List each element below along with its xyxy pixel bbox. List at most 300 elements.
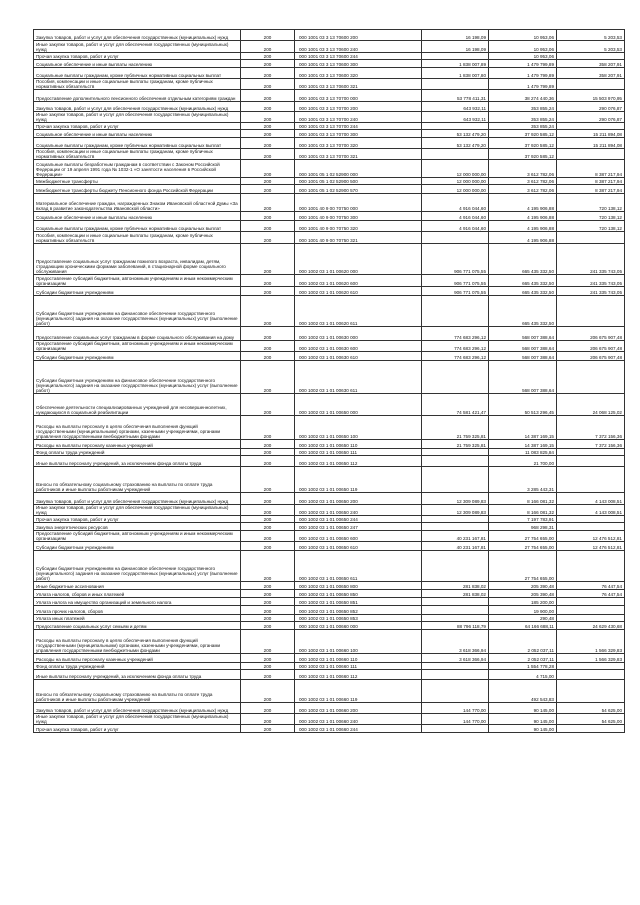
row-executed: 205 390,48 — [489, 582, 557, 590]
row-remaining: 720 138,12 — [557, 221, 625, 232]
row-code: 200 — [241, 394, 295, 416]
table-row — [34, 663, 625, 670]
table-row — [34, 112, 625, 123]
row-remaining — [557, 680, 625, 703]
row-remaining — [557, 598, 625, 606]
row-executed: 10 953,06 — [489, 41, 557, 53]
row-kbk: 000 1002 03 1 01 00620 611 — [295, 296, 422, 327]
row-approved: 16 198,09 — [422, 30, 489, 41]
row-kbk: 000 1001 05 1 02 52900 570 — [295, 185, 422, 194]
row-remaining: 12 476 512,81 — [557, 542, 625, 551]
row-kbk: 000 1002 03 1 01 00660 112 — [295, 670, 422, 680]
row-name: Фонд оплаты труда учреждений — [34, 663, 241, 670]
table-row — [34, 102, 625, 112]
row-code: 200 — [241, 551, 295, 582]
row-executed: 1 479 799,89 — [489, 68, 557, 79]
row-name: Субсидии бюджетным учреждениям на финансовое обеспечение государственного (муниципального) задания на оказание государственных (муниципальных) услуг (выполнение работ) — [34, 551, 241, 582]
row-remaining: 4 143 008,51 — [557, 505, 625, 516]
row-kbk: 000 1002 03 1 01 00650 100 — [295, 416, 422, 440]
row-name: Иные закупки товаров, работ и услуг для обеспечения государственных (муниципальных) нужд — [34, 714, 241, 725]
row-remaining: 241 335 743,05 — [557, 287, 625, 296]
row-approved: 40 231 167,81 — [422, 542, 489, 551]
row-remaining: 15 503 970,95 — [557, 90, 625, 102]
row-approved: 88 796 118,79 — [422, 622, 489, 630]
table-row — [34, 670, 625, 680]
row-kbk: 000 1001 03 3 13 70700 240 — [295, 112, 422, 123]
table-row — [34, 53, 625, 60]
table-row — [34, 221, 625, 232]
row-remaining: 206 675 907,48 — [557, 327, 625, 341]
row-kbk: 000 1002 03 1 01 00660 110 — [295, 654, 422, 663]
row-kbk: 000 1001 03 3 13 70600 321 — [295, 79, 422, 90]
row-remaining: 5 203,53 — [557, 30, 625, 41]
row-kbk: 000 1002 03 1 01 00650 200 — [295, 493, 422, 505]
row-kbk: 000 1002 03 1 01 00650 247 — [295, 523, 422, 531]
table-row — [34, 296, 625, 327]
row-remaining: 720 138,12 — [557, 212, 625, 221]
table-row — [34, 582, 625, 590]
row-name: Расходы на выплаты персоналу казенных учреждений — [34, 440, 241, 449]
row-remaining: 290 076,87 — [557, 102, 625, 112]
budget-execution-table — [33, 29, 625, 733]
row-executed: 8 166 081,32 — [489, 493, 557, 505]
row-name: Иные закупки товаров, работ и услуг для обеспечения государственных (муниципальных) нужд — [34, 505, 241, 516]
row-name: Предоставление социальных услуг гражданам в форме социального обслуживания на дому — [34, 327, 241, 341]
row-approved: 906 771 075,55 — [422, 287, 489, 296]
row-name: Пособия, компенсации и иные социальные выплаты гражданам, кроме публичных нормативных обязательств — [34, 232, 241, 244]
row-approved: 643 932,11 — [422, 112, 489, 123]
table-row — [34, 185, 625, 194]
row-approved — [422, 725, 489, 733]
table-row — [34, 622, 625, 630]
row-approved: 281 838,02 — [422, 590, 489, 598]
row-executed: 2 052 037,11 — [489, 654, 557, 663]
row-executed: 1 479 799,89 — [489, 60, 557, 68]
row-name: Уплата прочих налогов, сборов — [34, 606, 241, 615]
row-name: Межбюджетные трансферты — [34, 178, 241, 185]
row-name: Предоставление субсидий бюджетным, автономным учреждениям и иным некоммерческим организациям — [34, 531, 241, 542]
table-row — [34, 68, 625, 79]
table-row — [34, 79, 625, 90]
row-name: Социальные выплаты безработным гражданам в соответствии с Законом Российской Федерации от 19 апреля 1991 года № 1032-1 «О занятости населения в Российской Федерации» — [34, 160, 241, 178]
row-remaining: 12 476 512,81 — [557, 531, 625, 542]
table-row — [34, 352, 625, 361]
row-code: 200 — [241, 703, 295, 714]
row-code: 200 — [241, 714, 295, 725]
row-kbk: 000 1001 40 9 00 70750 000 — [295, 194, 422, 212]
row-code: 200 — [241, 361, 295, 394]
row-executed: 1 554 778,28 — [489, 663, 557, 670]
row-kbk: 000 1002 03 1 01 00650 851 — [295, 598, 422, 606]
row-name: Иные закупки товаров, работ и услуг для обеспечения государственных (муниципальных) нужд — [34, 41, 241, 53]
row-approved: 12 000 000,00 — [422, 178, 489, 185]
row-executed: 11 083 825,84 — [489, 449, 557, 456]
row-remaining: 24 629 430,68 — [557, 622, 625, 630]
row-code: 200 — [241, 630, 295, 654]
row-executed: 4 195 906,88 — [489, 232, 557, 244]
row-approved: 281 838,02 — [422, 582, 489, 590]
row-name: Социальные выплаты гражданам, кроме публичных нормативных социальных выплат — [34, 138, 241, 149]
row-code: 200 — [241, 440, 295, 449]
row-remaining — [557, 449, 625, 456]
row-approved — [422, 680, 489, 703]
row-remaining: 54 625,00 — [557, 714, 625, 725]
row-approved: 1 838 007,89 — [422, 60, 489, 68]
row-code: 200 — [241, 30, 295, 41]
row-code: 200 — [241, 606, 295, 615]
row-code: 200 — [241, 130, 295, 138]
row-kbk: 000 1001 03 3 13 70600 320 — [295, 68, 422, 79]
row-code: 200 — [241, 160, 295, 178]
row-approved: 774 683 296,12 — [422, 352, 489, 361]
row-kbk: 000 1002 03 1 01 00650 244 — [295, 516, 422, 523]
row-approved — [422, 663, 489, 670]
table-row — [34, 275, 625, 287]
table-row — [34, 149, 625, 160]
row-name: Субсидии бюджетным учреждениям — [34, 352, 241, 361]
row-executed: 568 007 388,64 — [489, 327, 557, 341]
row-name: Иные выплаты персоналу учреждений, за исключением фонда оплаты труда — [34, 456, 241, 467]
row-code: 200 — [241, 275, 295, 287]
row-name: Прочая закупка товаров, работ и услуг — [34, 53, 241, 60]
row-approved: 144 770,00 — [422, 714, 489, 725]
row-name: Фонд оплаты труда учреждений — [34, 449, 241, 456]
row-name: Уплата иных платежей — [34, 615, 241, 622]
table-row — [34, 327, 625, 341]
row-remaining: 358 207,91 — [557, 68, 625, 79]
row-executed: 21 700,00 — [489, 456, 557, 467]
row-executed: 19 900,00 — [489, 606, 557, 615]
row-code: 200 — [241, 221, 295, 232]
table-row — [34, 598, 625, 606]
row-code: 200 — [241, 663, 295, 670]
row-executed: 568 007 388,64 — [489, 361, 557, 394]
row-executed: 64 166 688,11 — [489, 622, 557, 630]
row-executed: 37 920 585,12 — [489, 130, 557, 138]
row-remaining — [557, 606, 625, 615]
row-name: Субсидии бюджетным учреждениям — [34, 542, 241, 551]
row-code: 200 — [241, 41, 295, 53]
row-kbk: 000 1002 03 1 01 00630 610 — [295, 352, 422, 361]
row-approved — [422, 53, 489, 60]
row-approved: 12 309 089,83 — [422, 505, 489, 516]
row-code: 200 — [241, 598, 295, 606]
row-code: 200 — [241, 615, 295, 622]
row-kbk: 000 1002 03 1 01 00630 611 — [295, 361, 422, 394]
row-remaining: 1 566 329,83 — [557, 654, 625, 663]
row-name: Пособия, компенсации и иные социальные выплаты гражданам, кроме публичных нормативных обязательств — [34, 149, 241, 160]
row-name: Социальные выплаты гражданам, кроме публичных нормативных социальных выплат — [34, 221, 241, 232]
row-name: Иные выплаты персоналу учреждений, за исключением фонда оплаты труда — [34, 670, 241, 680]
row-approved: 53 132 479,20 — [422, 130, 489, 138]
row-name: Субсидии бюджетным учреждениям на финансовое обеспечение государственного (муниципального) задания на оказание государственных (муниципальных) услуг (выполнение работ) — [34, 296, 241, 327]
row-executed: 290,48 — [489, 615, 557, 622]
row-remaining: 720 138,12 — [557, 194, 625, 212]
row-code: 200 — [241, 416, 295, 440]
table-row — [34, 232, 625, 244]
row-remaining: 54 625,00 — [557, 703, 625, 714]
row-name: Прочая закупка товаров, работ и услуг — [34, 123, 241, 130]
row-executed: 7 197 783,91 — [489, 516, 557, 523]
row-kbk: 000 1002 03 1 01 00660 000 — [295, 622, 422, 630]
row-kbk: 000 1002 03 1 01 00650 000 — [295, 394, 422, 416]
row-code: 200 — [241, 654, 295, 663]
row-code: 200 — [241, 79, 295, 90]
row-name: Предоставление дополнительного пенсионного обеспечения отдельным категориям граждан — [34, 90, 241, 102]
row-remaining: 8 387 217,94 — [557, 185, 625, 194]
row-remaining: 76 447,54 — [557, 590, 625, 598]
row-name: Предоставление субсидий бюджетным, автономным учреждениям и иным некоммерческим организациям — [34, 341, 241, 352]
row-approved — [422, 615, 489, 622]
table-row — [34, 287, 625, 296]
row-executed: 90 145,00 — [489, 714, 557, 725]
row-remaining — [557, 123, 625, 130]
row-name: Социальное обеспечение и иные выплаты населению — [34, 212, 241, 221]
row-kbk: 000 1002 03 1 01 00650 112 — [295, 456, 422, 467]
row-name: Социальное обеспечение и иные выплаты населению — [34, 60, 241, 68]
row-code: 200 — [241, 90, 295, 102]
row-remaining: 206 675 907,48 — [557, 341, 625, 352]
row-approved: 74 581 421,47 — [422, 394, 489, 416]
row-kbk: 000 1002 03 1 01 00630 000 — [295, 327, 422, 341]
row-code: 200 — [241, 287, 295, 296]
row-code: 200 — [241, 523, 295, 531]
row-executed: 2 052 037,11 — [489, 630, 557, 654]
row-kbk: 000 1001 03 3 13 70700 320 — [295, 138, 422, 149]
row-kbk: 000 1002 03 1 01 00650 600 — [295, 531, 422, 542]
row-name: Обеспечение деятельности специализированных учреждений для несовершеннолетних, нуждающихся в социальной реабилитации — [34, 394, 241, 416]
row-approved: 16 198,09 — [422, 41, 489, 53]
row-remaining: 4 143 008,51 — [557, 493, 625, 505]
table-row — [34, 60, 625, 68]
table-row — [34, 341, 625, 352]
row-remaining: 1 566 329,83 — [557, 630, 625, 654]
table-row — [34, 361, 625, 394]
row-approved: 40 231 167,81 — [422, 531, 489, 542]
row-name: Уплата налога на имущество организаций и земельного налога — [34, 598, 241, 606]
table-row — [34, 551, 625, 582]
row-approved: 643 932,11 — [422, 102, 489, 112]
row-kbk: 000 1002 03 1 01 00650 800 — [295, 582, 422, 590]
row-executed: 14 387 169,15 — [489, 416, 557, 440]
row-kbk: 000 1001 03 3 13 70600 240 — [295, 41, 422, 53]
table-row — [34, 160, 625, 178]
row-name: Взносы по обязательному социальному страхованию на выплаты по оплате труда работников и иные выплаты работникам учреждений — [34, 467, 241, 493]
table-row — [34, 178, 625, 185]
row-name: Закупка товаров, работ и услуг для обеспечения государственных (муниципальных) нужд — [34, 493, 241, 505]
row-approved: 12 309 089,83 — [422, 493, 489, 505]
row-approved: 4 916 044,60 — [422, 221, 489, 232]
row-name: Расходы на выплаты персоналу в целях обеспечения выполнения функций государственными (муниципальными) органами, казенными учреждениями, органами управления государственными внебюджетными фондами — [34, 416, 241, 440]
row-code: 200 — [241, 185, 295, 194]
row-executed: 4 715,00 — [489, 670, 557, 680]
row-approved: 12 000 000,00 — [422, 185, 489, 194]
row-name: Пособия, компенсации и иные социальные выплаты гражданам, кроме публичных нормативных обязательств — [34, 79, 241, 90]
row-approved — [422, 361, 489, 394]
row-remaining — [557, 516, 625, 523]
row-remaining — [557, 523, 625, 531]
table-row — [34, 523, 625, 531]
row-remaining — [557, 296, 625, 327]
row-approved: 1 838 007,80 — [422, 68, 489, 79]
row-remaining — [557, 456, 625, 467]
row-remaining — [557, 551, 625, 582]
row-remaining — [557, 663, 625, 670]
row-name: Закупка энергетических ресурсов — [34, 523, 241, 531]
row-executed: 665 435 332,50 — [489, 244, 557, 275]
row-approved — [422, 456, 489, 467]
row-executed: 3 285 443,31 — [489, 467, 557, 493]
row-code: 200 — [241, 149, 295, 160]
row-approved — [422, 598, 489, 606]
row-executed: 4 195 906,88 — [489, 212, 557, 221]
row-executed: 205 390,48 — [489, 590, 557, 598]
row-code: 200 — [241, 590, 295, 598]
row-kbk: 000 1002 03 1 01 00650 111 — [295, 449, 422, 456]
row-approved: 21 759 325,81 — [422, 440, 489, 449]
row-executed: 37 920 585,12 — [489, 149, 557, 160]
table-row — [34, 493, 625, 505]
row-remaining: 358 207,91 — [557, 60, 625, 68]
row-executed: 185 200,00 — [489, 598, 557, 606]
row-approved: 774 683 296,12 — [422, 341, 489, 352]
row-approved: 4 916 044,60 — [422, 194, 489, 212]
row-remaining — [557, 232, 625, 244]
row-kbk: 000 1002 03 1 01 00660 200 — [295, 703, 422, 714]
row-kbk: 000 1001 40 9 00 70750 300 — [295, 212, 422, 221]
row-remaining — [557, 725, 625, 733]
table-row — [34, 194, 625, 212]
row-kbk: 000 1002 03 1 01 00660 100 — [295, 630, 422, 654]
row-executed: 353 855,24 — [489, 112, 557, 123]
row-kbk: 000 1002 03 1 01 00650 610 — [295, 542, 422, 551]
row-executed: 14 387 169,15 — [489, 440, 557, 449]
row-kbk: 000 1002 03 1 01 00650 119 — [295, 467, 422, 493]
row-kbk: 000 1002 03 1 01 00650 850 — [295, 590, 422, 598]
table-row — [34, 654, 625, 663]
row-executed: 353 855,24 — [489, 123, 557, 130]
row-kbk: 000 1002 03 1 01 00660 240 — [295, 714, 422, 725]
row-code: 200 — [241, 212, 295, 221]
row-code: 200 — [241, 102, 295, 112]
row-kbk: 000 1001 03 3 13 70600 200 — [295, 30, 422, 41]
row-approved — [422, 467, 489, 493]
row-remaining: 15 211 894,08 — [557, 130, 625, 138]
row-approved: 53 778 411,31 — [422, 90, 489, 102]
row-kbk: 000 1002 03 1 01 00650 110 — [295, 440, 422, 449]
table-row — [34, 138, 625, 149]
table-row — [34, 703, 625, 714]
row-code: 200 — [241, 327, 295, 341]
row-remaining: 7 372 156,36 — [557, 440, 625, 449]
row-remaining: 24 068 125,02 — [557, 394, 625, 416]
row-executed: 1 479 799,89 — [489, 79, 557, 90]
row-remaining: 241 335 743,05 — [557, 275, 625, 287]
row-executed: 3 612 782,06 — [489, 178, 557, 185]
row-approved — [422, 149, 489, 160]
row-name: Иные закупки товаров, работ и услуг для обеспечения государственных (муниципальных) нужд — [34, 112, 241, 123]
row-code: 200 — [241, 53, 295, 60]
row-executed: 665 435 332,50 — [489, 296, 557, 327]
row-name: Субсидии бюджетным учреждениям — [34, 287, 241, 296]
row-name: Прочая закупка товаров, работ и услуг — [34, 516, 241, 523]
row-approved: 144 770,00 — [422, 703, 489, 714]
row-remaining: 7 372 156,36 — [557, 416, 625, 440]
table-row — [34, 456, 625, 467]
row-name: Закупка товаров, работ и услуг для обеспечения государственных (муниципальных) нужд — [34, 102, 241, 112]
row-code: 200 — [241, 352, 295, 361]
row-code: 200 — [241, 296, 295, 327]
row-kbk: 000 1001 03 3 13 70700 200 — [295, 102, 422, 112]
row-name: Межбюджетные трансферты бюджету Пенсионного фонда Российской Федерации — [34, 185, 241, 194]
row-kbk: 000 1002 03 1 01 00650 852 — [295, 606, 422, 615]
row-approved — [422, 606, 489, 615]
row-kbk: 000 1001 03 3 13 70700 000 — [295, 90, 422, 102]
row-approved: 906 771 075,55 — [422, 244, 489, 275]
row-approved: 3 618 366,94 — [422, 630, 489, 654]
row-approved — [422, 523, 489, 531]
row-executed: 968 298,31 — [489, 523, 557, 531]
table-row — [34, 416, 625, 440]
row-name: Закупка товаров, работ и услуг для обеспечения государственных (муниципальных) нужд — [34, 703, 241, 714]
row-remaining — [557, 149, 625, 160]
row-code: 200 — [241, 232, 295, 244]
row-name: Прочая закупка товаров, работ и услуг — [34, 725, 241, 733]
row-remaining: 206 675 907,48 — [557, 352, 625, 361]
row-executed: 3 612 782,06 — [489, 160, 557, 178]
table-row — [34, 630, 625, 654]
row-code: 200 — [241, 456, 295, 467]
row-kbk: 000 1001 03 3 13 70700 244 — [295, 123, 422, 130]
table-row — [34, 542, 625, 551]
row-approved — [422, 79, 489, 90]
row-kbk: 000 1002 03 1 01 00660 119 — [295, 680, 422, 703]
row-approved: 21 759 325,81 — [422, 416, 489, 440]
row-kbk: 000 1001 03 3 13 70600 300 — [295, 60, 422, 68]
row-approved: 774 683 296,12 — [422, 327, 489, 341]
row-kbk: 000 1002 03 1 01 00660 111 — [295, 663, 422, 670]
table-row — [34, 467, 625, 493]
row-name: Расходы на выплаты персоналу казенных учреждений — [34, 654, 241, 663]
table-body — [34, 30, 625, 733]
table-row — [34, 130, 625, 138]
row-approved: 53 132 479,20 — [422, 138, 489, 149]
row-remaining: 290 076,87 — [557, 112, 625, 123]
row-executed: 4 195 906,88 — [489, 221, 557, 232]
row-code: 200 — [241, 725, 295, 733]
row-executed: 568 007 388,64 — [489, 341, 557, 352]
row-executed: 568 007 388,64 — [489, 352, 557, 361]
table-row — [34, 30, 625, 41]
row-code: 200 — [241, 493, 295, 505]
row-executed: 10 953,06 — [489, 53, 557, 60]
row-approved — [422, 296, 489, 327]
row-executed: 665 435 332,50 — [489, 287, 557, 296]
table-row — [34, 440, 625, 449]
row-kbk: 000 1002 03 1 01 00620 000 — [295, 244, 422, 275]
table-row — [34, 590, 625, 598]
row-name: Закупка товаров, работ и услуг для обеспечения государственных (муниципальных) нужд — [34, 30, 241, 41]
row-kbk: 000 1002 03 1 01 00630 600 — [295, 341, 422, 352]
row-name: Социальные выплаты гражданам, кроме публичных нормативных социальных выплат — [34, 68, 241, 79]
row-kbk: 000 1001 05 1 02 52900 000 — [295, 160, 422, 178]
row-name: Предоставление социальных услуг гражданам пожилого возраста, инвалидам, детям, страдающим хроническими формами заболеваний, в стационарной форме социального обслуживания — [34, 244, 241, 275]
row-code: 200 — [241, 194, 295, 212]
row-code: 200 — [241, 505, 295, 516]
table-row — [34, 615, 625, 622]
row-executed: 4 195 906,88 — [489, 194, 557, 212]
row-executed: 38 274 440,36 — [489, 90, 557, 102]
